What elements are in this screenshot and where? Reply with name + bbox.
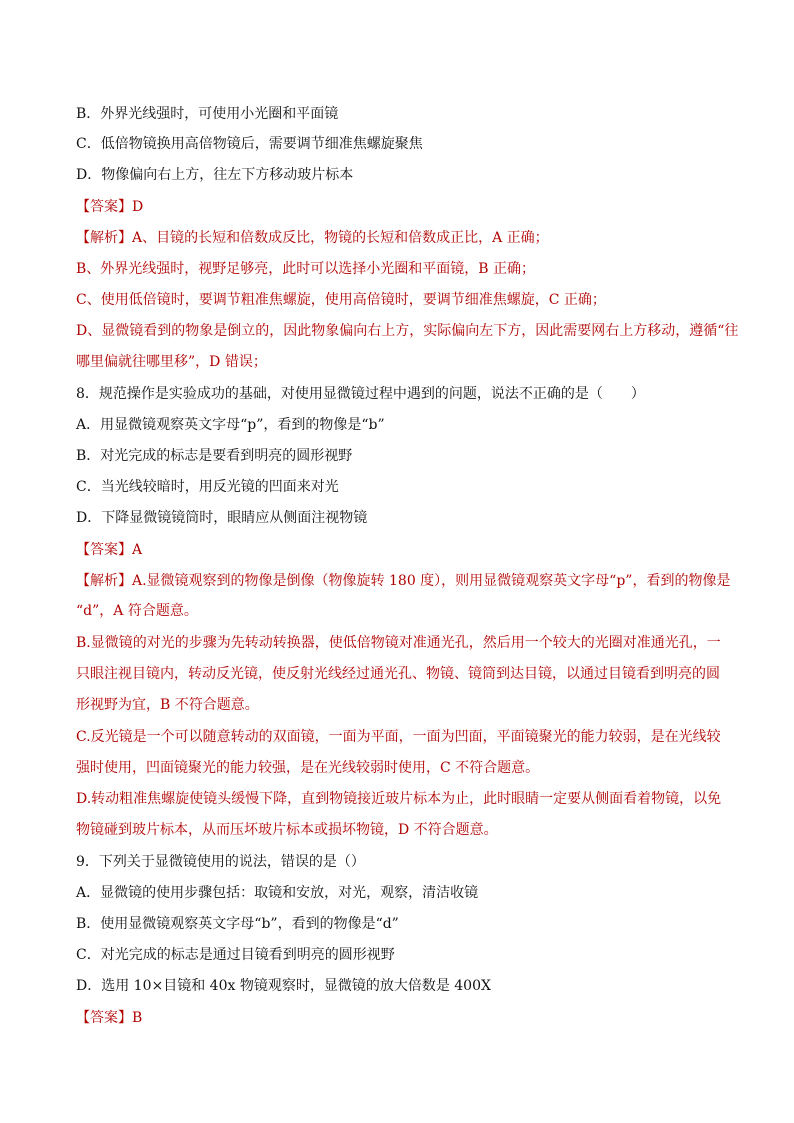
q8-option-d: D．下降显微镜镜筒时，眼睛应从侧面注视物镜 [76,510,368,526]
q8-analysis-line-1 [76,571,731,591]
q8-stem: 8．规范操作是实验成功的基础，对使用显微镜过程中遇到的问题，说法不正确的是（ ） [76,386,645,402]
answer-value: A [132,542,143,558]
answer-value: B [132,1010,143,1026]
q8-analysis-line-4: 只眼注视目镜内，转动反光镜，使反射光线经过通光孔、物镜、镜筒到达目镜，以通过目镜看到明亮的圆 [76,666,720,682]
q7-analysis-line-4: D、显微镜看到的物象是倒立的，因此物象偏向右上方，实际偏向左下方，因此需要网右上方移动，遵循“往 [76,323,739,339]
q9-option-b: B．使用显微镜观察英文字母“b”，看到的物像是“d” [76,916,399,932]
q8-answer [76,540,726,560]
analysis-label: 【解析】 [76,230,132,246]
q9-stem: 9．下列关于显微镜使用的说法，错误的是（） [76,854,365,870]
analysis-label: 【解析】 [76,573,132,589]
q7-option-c: C．低倍物镜换用高倍物镜后，需要调节细准焦螺旋聚焦 [76,136,423,152]
answer-label: 【答案】 [76,542,132,558]
q7-analysis-line-2: B、外界光线强时，视野足够亮，此时可以选择小光圈和平面镜，B 正确； [76,261,536,277]
answer-label: 【答案】 [76,199,132,215]
q8-option-b: B．对光完成的标志是要看到明亮的圆形视野 [76,448,353,464]
q8-analysis-line-5: 形视野为宜，B 不符合题意。 [76,697,259,713]
analysis-text: A、目镜的长短和倍数成反比，物镜的长短和倍数成正比，A 正确； [132,230,549,246]
q7-analysis-line-5: 哪里偏就往哪里移”，D 错误； [76,354,267,370]
q8-option-a: A．用显微镜观察英文字母“p”，看到的物像是“b” [76,417,385,433]
q8-option-c: C．当光线较暗时，用反光镜的凹面来对光 [76,479,339,495]
q7-option-d: D．物像偏向右上方，往左下方移动玻片标本 [76,167,354,183]
q9-option-a: A．显微镜的使用步骤包括：取镜和安放，对光，观察，清洁收镜 [76,885,479,901]
q7-analysis-line-3: C、使用低倍镜时，要调节粗准焦螺旋，使用高倍镜时，要调节细准焦螺旋，C 正确； [76,292,606,308]
q7-answer [76,197,726,217]
q8-analysis-line-7: 强时使用，凹面镜聚光的能力较强，是在光线较弱时使用，C 不符合题意。 [76,760,540,776]
q8-analysis-line-9: 物镜碰到玻片标本，从而压坏玻片标本或损坏物镜，D 不符合题意。 [76,822,498,838]
q8-analysis-line-8: D.转动粗准焦螺旋使镜头缓慢下降，直到物镜接近玻片标本为止，此时眼睛一定要从侧面看着物镜，以免 [76,791,722,807]
q7-option-b: B．外界光线强时，可使用小光圈和平面镜 [76,106,339,122]
q8-analysis-line-2: “d”，A 符合题意。 [76,603,198,619]
q9-answer [76,1008,726,1028]
q8-analysis-line-6: C.反光镜是一个可以随意转动的双面镜，一面为平面，一面为凹面，平面镜聚光的能力较弱，是在光线较 [76,729,721,745]
answer-label: 【答案】 [76,1010,132,1026]
q7-analysis-line-1 [76,228,726,248]
q9-option-d: D．选用 10×目镜和 40x 物镜观察时，显微镜的放大倍数是 400X [76,978,491,994]
answer-value: D [132,199,144,215]
analysis-text: A.显微镜观察到的物像是倒像（物像旋转 180 度），则用显微镜观察英文字母“p”，看到的物像是 [132,573,731,589]
q9-option-c: C．对光完成的标志是通过目镜看到明亮的圆形视野 [76,947,395,963]
q8-analysis-line-3: B.显微镜的对光的步骤为先转动转换器，使低倍物镜对准通光孔，然后用一个较大的光圈对准通光孔，一 [76,635,721,651]
